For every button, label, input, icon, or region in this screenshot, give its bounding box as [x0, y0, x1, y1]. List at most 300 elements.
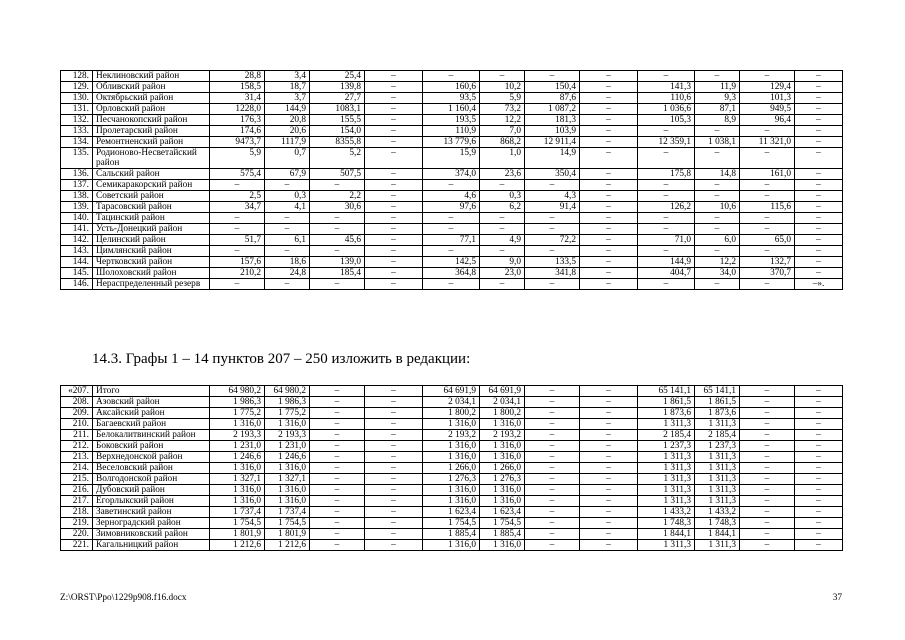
- value-cell: –: [310, 408, 365, 419]
- row-number: 217.: [61, 496, 93, 507]
- value-cell: –: [795, 224, 843, 235]
- table-row: [61, 93, 843, 104]
- value-cell: –: [525, 474, 580, 485]
- value-cell: 2 193,2: [480, 430, 525, 441]
- value-cell: 1 316,0: [210, 496, 265, 507]
- value-cell: –: [365, 93, 423, 104]
- value-cell: 1 246,6: [210, 452, 265, 463]
- page-number: 37: [832, 593, 842, 603]
- value-cell: 1 885,4: [480, 529, 525, 540]
- value-cell: 7,0: [480, 126, 525, 137]
- value-cell: 4,1: [265, 202, 310, 213]
- value-cell: –: [580, 485, 638, 496]
- value-cell: 181,3: [525, 115, 580, 126]
- value-cell: 142,5: [423, 257, 480, 268]
- value-cell: 1 316,0: [423, 496, 480, 507]
- value-cell: 2 193,3: [210, 430, 265, 441]
- value-cell: –: [210, 279, 265, 290]
- value-cell: 72,2: [525, 235, 580, 246]
- value-cell: –: [365, 169, 423, 180]
- value-cell: –: [795, 386, 843, 397]
- value-cell: 6,2: [480, 202, 525, 213]
- district-name: Орловский район: [93, 104, 210, 115]
- value-cell: 161,0: [740, 169, 795, 180]
- value-cell: –: [740, 419, 795, 430]
- budget-table-part-1: [60, 70, 843, 290]
- district-name: Неклиновский район: [93, 71, 210, 82]
- value-cell: 126,2: [638, 202, 695, 213]
- table-row: [61, 71, 843, 82]
- value-cell: –: [638, 71, 695, 82]
- value-cell: 65 141,1: [638, 386, 695, 397]
- value-cell: –: [795, 441, 843, 452]
- value-cell: 110,9: [423, 126, 480, 137]
- row-number: 215.: [61, 474, 93, 485]
- table-row: [61, 463, 843, 474]
- value-cell: –: [580, 419, 638, 430]
- value-cell: –: [638, 191, 695, 202]
- value-cell: –: [365, 224, 423, 235]
- value-cell: 12 911,4: [525, 137, 580, 148]
- value-cell: –: [795, 169, 843, 180]
- value-cell: –: [740, 463, 795, 474]
- value-cell: 404,7: [638, 268, 695, 279]
- value-cell: 132,7: [740, 257, 795, 268]
- value-cell: 1 316,0: [210, 485, 265, 496]
- value-cell: –: [265, 246, 310, 257]
- value-cell: –: [310, 419, 365, 430]
- value-cell: 115,6: [740, 202, 795, 213]
- table-row: [61, 507, 843, 518]
- value-cell: 64 691,9: [480, 386, 525, 397]
- value-cell: –: [795, 148, 843, 169]
- value-cell: –: [310, 397, 365, 408]
- value-cell: –: [580, 213, 638, 224]
- value-cell: –: [740, 485, 795, 496]
- value-cell: 73,2: [480, 104, 525, 115]
- table-row: [61, 126, 843, 137]
- value-cell: –».: [795, 279, 843, 290]
- value-cell: –: [580, 257, 638, 268]
- value-cell: –: [525, 397, 580, 408]
- value-cell: 91,4: [525, 202, 580, 213]
- value-cell: –: [795, 202, 843, 213]
- value-cell: –: [310, 529, 365, 540]
- value-cell: –: [795, 93, 843, 104]
- table-row: [61, 82, 843, 93]
- row-number: 128.: [61, 71, 93, 82]
- value-cell: –: [423, 224, 480, 235]
- value-cell: 4,3: [525, 191, 580, 202]
- value-cell: –: [423, 213, 480, 224]
- value-cell: 350,4: [525, 169, 580, 180]
- row-number: 139.: [61, 202, 93, 213]
- value-cell: –: [310, 452, 365, 463]
- value-cell: –: [740, 224, 795, 235]
- value-cell: –: [525, 71, 580, 82]
- value-cell: –: [365, 257, 423, 268]
- value-cell: –: [525, 419, 580, 430]
- value-cell: –: [365, 191, 423, 202]
- value-cell: 10,6: [695, 202, 740, 213]
- district-name: Верхнедонской район: [93, 452, 210, 463]
- value-cell: –: [638, 126, 695, 137]
- value-cell: 18,6: [265, 257, 310, 268]
- table-row: [61, 148, 843, 169]
- value-cell: 139,8: [310, 82, 365, 93]
- value-cell: –: [525, 452, 580, 463]
- value-cell: –: [310, 518, 365, 529]
- row-number: 143.: [61, 246, 93, 257]
- value-cell: –: [740, 474, 795, 485]
- value-cell: –: [795, 529, 843, 540]
- value-cell: 1 311,3: [638, 452, 695, 463]
- value-cell: –: [265, 279, 310, 290]
- value-cell: –: [580, 202, 638, 213]
- value-cell: 141,3: [638, 82, 695, 93]
- value-cell: 18,7: [265, 82, 310, 93]
- value-cell: –: [795, 71, 843, 82]
- value-cell: 9,0: [480, 257, 525, 268]
- value-cell: –: [310, 463, 365, 474]
- value-cell: 64 980,2: [210, 386, 265, 397]
- table-row: [61, 169, 843, 180]
- value-cell: 1228,0: [210, 104, 265, 115]
- value-cell: –: [580, 235, 638, 246]
- value-cell: 8,9: [695, 115, 740, 126]
- value-cell: 144,9: [265, 104, 310, 115]
- value-cell: –: [695, 126, 740, 137]
- value-cell: –: [525, 507, 580, 518]
- value-cell: 1 801,9: [265, 529, 310, 540]
- value-cell: –: [365, 126, 423, 137]
- value-cell: –: [310, 474, 365, 485]
- value-cell: 1 311,3: [695, 463, 740, 474]
- value-cell: 1 212,6: [210, 540, 265, 551]
- value-cell: –: [740, 518, 795, 529]
- value-cell: –: [365, 518, 423, 529]
- value-cell: –: [638, 224, 695, 235]
- value-cell: 64 691,9: [423, 386, 480, 397]
- table-row: [61, 257, 843, 268]
- value-cell: –: [525, 441, 580, 452]
- value-cell: 160,6: [423, 82, 480, 93]
- value-cell: 103,9: [525, 126, 580, 137]
- value-cell: 9473,7: [210, 137, 265, 148]
- value-cell: –: [638, 279, 695, 290]
- value-cell: –: [795, 419, 843, 430]
- value-cell: –: [795, 518, 843, 529]
- value-cell: 1 311,3: [695, 485, 740, 496]
- value-cell: –: [423, 180, 480, 191]
- value-cell: 1 754,5: [265, 518, 310, 529]
- value-cell: 11 321,0: [740, 137, 795, 148]
- value-cell: 1 316,0: [423, 540, 480, 551]
- value-cell: –: [695, 224, 740, 235]
- value-cell: 15,9: [423, 148, 480, 169]
- row-number: «207.: [61, 386, 93, 397]
- value-cell: –: [580, 507, 638, 518]
- value-cell: –: [580, 496, 638, 507]
- value-cell: 1 885,4: [423, 529, 480, 540]
- value-cell: –: [695, 246, 740, 257]
- value-cell: –: [795, 452, 843, 463]
- value-cell: 1 316,0: [265, 485, 310, 496]
- value-cell: 1 266,0: [480, 463, 525, 474]
- value-cell: 2,2: [310, 191, 365, 202]
- row-number: 130.: [61, 93, 93, 104]
- value-cell: 3,4: [265, 71, 310, 82]
- value-cell: 12,2: [695, 257, 740, 268]
- table-row: [61, 430, 843, 441]
- value-cell: 30,6: [310, 202, 365, 213]
- value-cell: 1 316,0: [265, 496, 310, 507]
- value-cell: 1 801,9: [210, 529, 265, 540]
- value-cell: 1 861,5: [638, 397, 695, 408]
- value-cell: 1 231,0: [210, 441, 265, 452]
- value-cell: –: [580, 279, 638, 290]
- value-cell: 129,4: [740, 82, 795, 93]
- row-number: 129.: [61, 82, 93, 93]
- value-cell: 1 800,2: [480, 408, 525, 419]
- district-name: Багаевский район: [93, 419, 210, 430]
- value-cell: 14,8: [695, 169, 740, 180]
- table-row: [61, 268, 843, 279]
- value-cell: 575,4: [210, 169, 265, 180]
- value-cell: 28,8: [210, 71, 265, 82]
- value-cell: 6,0: [695, 235, 740, 246]
- district-name: Зерноградский район: [93, 518, 210, 529]
- value-cell: –: [580, 115, 638, 126]
- value-cell: –: [480, 180, 525, 191]
- value-cell: 1 316,0: [480, 496, 525, 507]
- value-cell: 1 327,1: [210, 474, 265, 485]
- value-cell: 1 316,0: [423, 441, 480, 452]
- value-cell: 1 311,3: [695, 419, 740, 430]
- value-cell: 105,3: [638, 115, 695, 126]
- value-cell: –: [740, 246, 795, 257]
- value-cell: –: [695, 279, 740, 290]
- value-cell: –: [795, 180, 843, 191]
- value-cell: 20,6: [265, 126, 310, 137]
- value-cell: 1 311,3: [695, 474, 740, 485]
- row-number: 138.: [61, 191, 93, 202]
- value-cell: 11,9: [695, 82, 740, 93]
- row-number: 210.: [61, 419, 93, 430]
- value-cell: –: [210, 224, 265, 235]
- value-cell: –: [580, 408, 638, 419]
- value-cell: –: [310, 246, 365, 257]
- value-cell: –: [740, 397, 795, 408]
- value-cell: –: [795, 104, 843, 115]
- value-cell: –: [795, 463, 843, 474]
- value-cell: 1 311,3: [695, 496, 740, 507]
- value-cell: –: [580, 474, 638, 485]
- value-cell: 67,9: [265, 169, 310, 180]
- value-cell: –: [265, 224, 310, 235]
- row-number: 220.: [61, 529, 93, 540]
- row-number: 133.: [61, 126, 93, 137]
- value-cell: 1 311,3: [638, 474, 695, 485]
- value-cell: –: [265, 213, 310, 224]
- value-cell: 1 231,0: [265, 441, 310, 452]
- value-cell: –: [580, 452, 638, 463]
- district-name: Аксайский район: [93, 408, 210, 419]
- value-cell: 1 316,0: [480, 419, 525, 430]
- value-cell: –: [740, 191, 795, 202]
- value-cell: 210,2: [210, 268, 265, 279]
- value-cell: –: [740, 540, 795, 551]
- row-number: 209.: [61, 408, 93, 419]
- value-cell: –: [795, 496, 843, 507]
- value-cell: 1117,9: [265, 137, 310, 148]
- value-cell: –: [525, 213, 580, 224]
- value-cell: –: [638, 213, 695, 224]
- value-cell: 1 316,0: [423, 485, 480, 496]
- value-cell: 1 623,4: [423, 507, 480, 518]
- value-cell: 1 433,2: [638, 507, 695, 518]
- value-cell: –: [365, 180, 423, 191]
- value-cell: 1 316,0: [423, 419, 480, 430]
- value-cell: –: [423, 246, 480, 257]
- budget-table-part-1-body: [61, 71, 843, 290]
- value-cell: 154,0: [310, 126, 365, 137]
- value-cell: –: [365, 71, 423, 82]
- value-cell: –: [795, 235, 843, 246]
- value-cell: –: [365, 115, 423, 126]
- district-name: Советский район: [93, 191, 210, 202]
- value-cell: –: [740, 180, 795, 191]
- value-cell: –: [580, 397, 638, 408]
- value-cell: –: [580, 268, 638, 279]
- value-cell: 1 737,4: [265, 507, 310, 518]
- district-name: Усть-Донецкий район: [93, 224, 210, 235]
- value-cell: 144,9: [638, 257, 695, 268]
- value-cell: 2 193,3: [265, 430, 310, 441]
- value-cell: 1 036,6: [638, 104, 695, 115]
- value-cell: –: [365, 441, 423, 452]
- value-cell: –: [580, 224, 638, 235]
- value-cell: –: [365, 474, 423, 485]
- row-number: 140.: [61, 213, 93, 224]
- value-cell: 1 237,3: [695, 441, 740, 452]
- value-cell: 87,6: [525, 93, 580, 104]
- value-cell: 13 779,6: [423, 137, 480, 148]
- value-cell: 507,5: [310, 169, 365, 180]
- value-cell: 155,5: [310, 115, 365, 126]
- value-cell: 77,1: [423, 235, 480, 246]
- table-row: [61, 452, 843, 463]
- value-cell: –: [310, 213, 365, 224]
- table-row: [61, 518, 843, 529]
- value-cell: 1 873,6: [695, 408, 740, 419]
- district-name: Итого: [93, 386, 210, 397]
- value-cell: –: [210, 213, 265, 224]
- table-row: [61, 397, 843, 408]
- value-cell: 150,4: [525, 82, 580, 93]
- value-cell: 1 873,6: [638, 408, 695, 419]
- value-cell: –: [695, 213, 740, 224]
- value-cell: –: [365, 408, 423, 419]
- value-cell: –: [480, 279, 525, 290]
- value-cell: –: [310, 279, 365, 290]
- value-cell: 370,7: [740, 268, 795, 279]
- value-cell: 2 034,1: [480, 397, 525, 408]
- value-cell: 2 185,4: [638, 430, 695, 441]
- value-cell: –: [580, 82, 638, 93]
- district-name: Дубовский район: [93, 485, 210, 496]
- value-cell: –: [740, 213, 795, 224]
- row-number: 146.: [61, 279, 93, 290]
- value-cell: –: [365, 246, 423, 257]
- value-cell: –: [210, 180, 265, 191]
- value-cell: –: [310, 485, 365, 496]
- district-name: Сальский район: [93, 169, 210, 180]
- value-cell: –: [740, 71, 795, 82]
- row-number: 135.: [61, 148, 93, 169]
- value-cell: 1 311,3: [638, 496, 695, 507]
- value-cell: 8355,8: [310, 137, 365, 148]
- district-name: Целинский район: [93, 235, 210, 246]
- value-cell: 2 185,4: [695, 430, 740, 441]
- table-row: [61, 540, 843, 551]
- table-row: [61, 137, 843, 148]
- value-cell: 10,2: [480, 82, 525, 93]
- value-cell: 868,2: [480, 137, 525, 148]
- value-cell: 34,7: [210, 202, 265, 213]
- value-cell: –: [365, 485, 423, 496]
- value-cell: –: [265, 180, 310, 191]
- section-heading: 14.3. Графы 1 – 14 пунктов 207 – 250 изложить в редакции:: [92, 351, 471, 367]
- district-name: Октябрьский район: [93, 93, 210, 104]
- value-cell: –: [525, 496, 580, 507]
- value-cell: –: [580, 126, 638, 137]
- value-cell: –: [795, 213, 843, 224]
- value-cell: 1 316,0: [265, 419, 310, 430]
- value-cell: –: [795, 485, 843, 496]
- value-cell: –: [580, 148, 638, 169]
- district-name: Тарасовский район: [93, 202, 210, 213]
- value-cell: 87,1: [695, 104, 740, 115]
- value-cell: –: [525, 485, 580, 496]
- value-cell: 1 237,3: [638, 441, 695, 452]
- value-cell: 1 160,4: [423, 104, 480, 115]
- value-cell: 1 276,3: [423, 474, 480, 485]
- value-cell: –: [740, 496, 795, 507]
- value-cell: –: [740, 430, 795, 441]
- value-cell: –: [795, 115, 843, 126]
- value-cell: 1 316,0: [480, 485, 525, 496]
- row-number: 141.: [61, 224, 93, 235]
- value-cell: –: [310, 441, 365, 452]
- value-cell: –: [695, 191, 740, 202]
- value-cell: 97,6: [423, 202, 480, 213]
- value-cell: –: [480, 71, 525, 82]
- value-cell: –: [740, 408, 795, 419]
- district-name: Белокалитвинский район: [93, 430, 210, 441]
- table-row: [61, 115, 843, 126]
- value-cell: 1 433,2: [695, 507, 740, 518]
- row-number: 134.: [61, 137, 93, 148]
- value-cell: 4,6: [423, 191, 480, 202]
- district-name: Нераспределенный резерв: [93, 279, 210, 290]
- value-cell: –: [525, 408, 580, 419]
- value-cell: –: [795, 430, 843, 441]
- value-cell: –: [365, 82, 423, 93]
- value-cell: –: [365, 202, 423, 213]
- value-cell: 1 754,5: [480, 518, 525, 529]
- value-cell: –: [795, 268, 843, 279]
